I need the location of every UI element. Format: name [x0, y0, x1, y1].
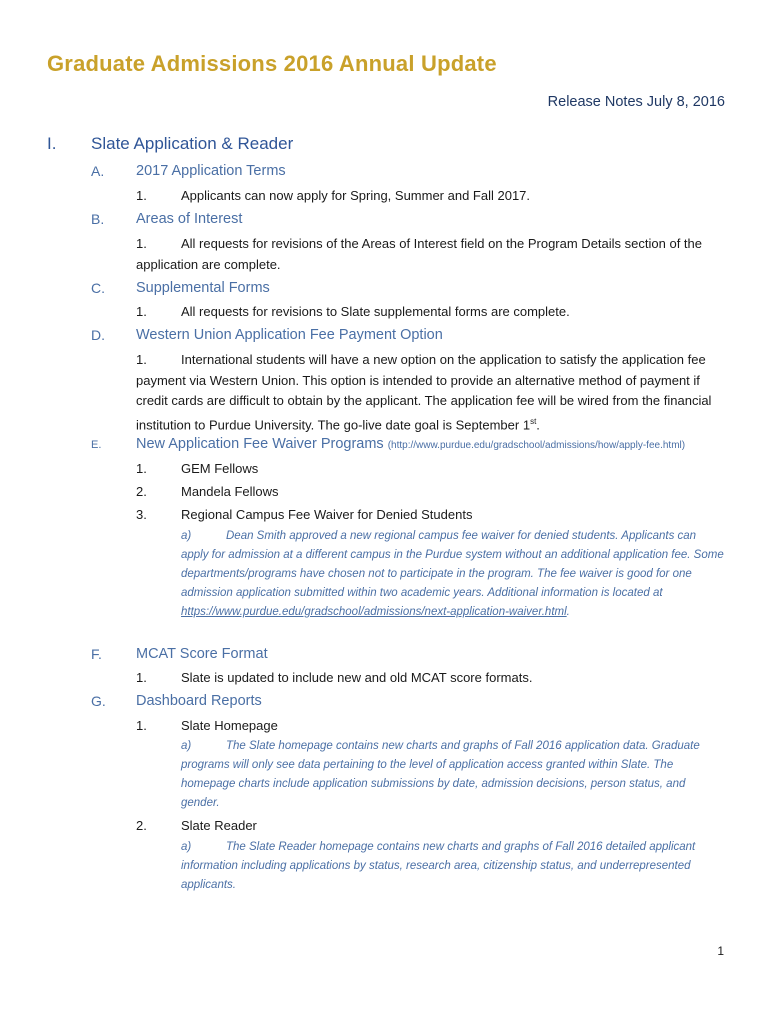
subsection-e-letter: E. — [91, 439, 102, 451]
g-item2a-text: The Slate Reader homepage contains new charts and graphs of Fall 2016 detailed applicant information including applications by status, research area, citizenship status, and underrepresented applicants. — [181, 841, 696, 891]
b-item1-paragraph — [136, 234, 726, 275]
c-item1-text: All requests for revisions to Slate supplemental forms are complete. — [181, 304, 570, 319]
section-numeral: I. — [47, 134, 57, 153]
e-item3a-end: . — [566, 606, 570, 618]
subsection-a-letter: A. — [91, 163, 105, 179]
g-item2a-label: a) — [181, 841, 192, 853]
e-item1-number: 1. — [136, 461, 147, 476]
subsection-c-heading: Supplemental Forms — [136, 280, 270, 296]
b-item1-text: All requests for revisions of the Areas of Interest field on the Program Details section of the application are complete. — [136, 236, 702, 272]
e-item3a-label: a) — [181, 530, 192, 542]
subsection-g-letter: G. — [91, 693, 106, 709]
b-item1-number: 1. — [136, 236, 147, 251]
e-item1-text: GEM Fellows — [181, 461, 259, 476]
f-item1-text: Slate is updated to include new and old MCAT score formats. — [181, 670, 533, 685]
d-item1-superscript: st — [530, 416, 537, 426]
next-application-waiver-link[interactable]: https://www.purdue.edu/gradschool/admissions/next-application-waiver.html — [181, 606, 567, 618]
g-item1-number: 1. — [136, 718, 147, 733]
a-item1-number: 1. — [136, 188, 147, 203]
subsection-g-heading: Dashboard Reports — [136, 693, 262, 709]
subsection-d-heading: Western Union Application Fee Payment Option — [136, 327, 443, 343]
g-item1a-text: The Slate homepage contains new charts and graphs of Fall 2016 application data. Graduate programs will only see data pertaining to the level of application access granted within Slate. The homepage charts include application submissions by date, admission decisions, person status, and gender. — [181, 740, 700, 809]
subsection-c-letter: C. — [91, 280, 105, 296]
fee-waiver-url[interactable]: (http://www.purdue.edu/gradschool/admissions/how/apply-fee.html) — [387, 440, 686, 451]
g-item1a-paragraph — [181, 737, 726, 813]
g-item1a-label: a) — [181, 740, 192, 752]
g-item1-text: Slate Homepage — [181, 718, 278, 733]
subsection-f-heading: MCAT Score Format — [136, 646, 268, 662]
subsection-d-letter: D. — [91, 327, 105, 343]
g-item2-text: Slate Reader — [181, 818, 257, 833]
d-item1-paragraph — [136, 350, 726, 435]
e-item3a-text: Dean Smith approved a new regional campus fee waiver for denied students. Applicants can apply for admission at a different campus in the Purdue system without an additional application fee. Some departments/programs have chosen not to participate in the program. The fee waiver is good for one admission application submitted within two academic years. Additional information is located at — [181, 530, 724, 599]
a-item1-text: Applicants can now apply for Spring, Summer and Fall 2017. — [181, 188, 531, 203]
d-item1-end: . — [536, 416, 540, 432]
f-item1-number: 1. — [136, 670, 147, 685]
subsection-b-letter: B. — [91, 211, 105, 227]
subsection-f-letter: F. — [91, 646, 102, 662]
document-title: Graduate Admissions 2016 Annual Update — [47, 51, 497, 76]
section-heading: Slate Application & Reader — [91, 134, 294, 153]
g-item2-number: 2. — [136, 818, 147, 833]
e-item2-number: 2. — [136, 484, 147, 499]
e-item3-text: Regional Campus Fee Waiver for Denied Students — [181, 507, 473, 522]
e-item3-number: 3. — [136, 507, 147, 522]
c-item1-number: 1. — [136, 304, 147, 319]
page-number: 1 — [717, 944, 724, 958]
subsection-e-heading — [136, 436, 685, 452]
subsection-e-heading-text: New Application Fee Waiver Programs — [136, 436, 384, 452]
d-item1-text: International students will have a new option on the application to satisfy the application fee payment via Western Union. This option is intended to provide an alternative method of payment if credit cards are difficult to obtain by the applicant. The application fee will be wired from the financial institution to Purdue University. The go-live date goal is September 1 — [136, 352, 712, 432]
subsection-a-heading: 2017 Application Terms — [136, 163, 286, 179]
subsection-b-heading: Areas of Interest — [136, 211, 243, 227]
g-item2a-paragraph — [181, 838, 726, 895]
d-item1-number: 1. — [136, 352, 147, 367]
e-item3a-paragraph — [181, 527, 726, 622]
e-item2-text: Mandela Fellows — [181, 484, 279, 499]
release-notes-date: Release Notes July 8, 2016 — [547, 94, 725, 110]
